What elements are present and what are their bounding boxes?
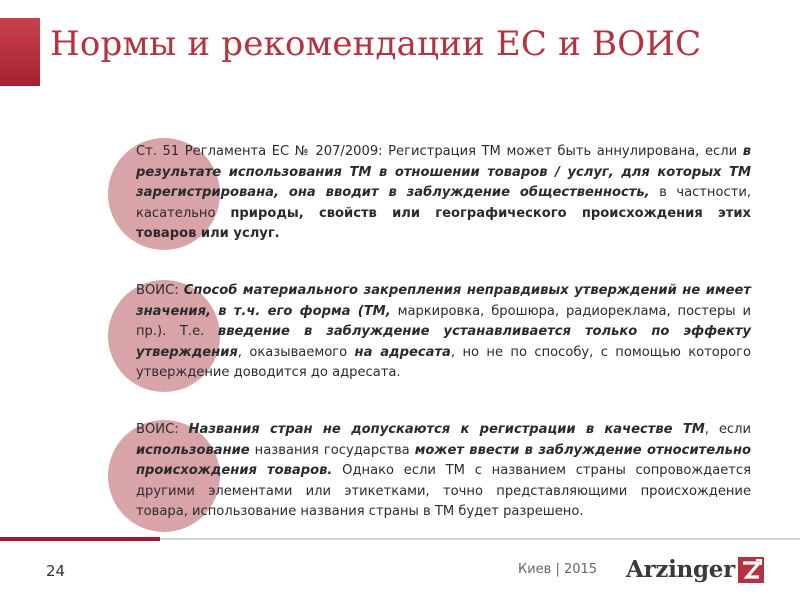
text-run: , но не по способу, с помощью которого утверждение доводится до адресата. [136, 344, 751, 380]
footer-accent-bar [0, 537, 160, 541]
text-run: ВОИС: [136, 283, 184, 298]
logo-mark-icon [738, 557, 764, 583]
text-run: Ст. 51 Регламента ЕС № 207/2009: Регистрация ТМ может быть аннулирована, если [136, 144, 743, 159]
text-run: , если [704, 422, 751, 437]
text-run: на адресата [354, 344, 451, 360]
paragraph-eu-regulation [136, 142, 751, 245]
text-run: маркировка, брошюра, радиореклама, постеры и пр.). Т.е. [136, 303, 751, 339]
text-run: Однако если ТМ с названием страны сопровождается другими элементами или этикетками, точно представляющими происхождение товара, использование названия страны в ТМ будет разрешено. [136, 463, 751, 519]
text-run: в результате использования ТМ в отношении товаров / услуг, для которых ТМ зарегистрирована, она вводит в заблуждение общественность, [136, 144, 751, 200]
text-run: названия государства [249, 442, 415, 458]
text-run: природы, свойств или географического происхождения этих товаров или услуг. [136, 205, 751, 241]
title-accent-bar [0, 18, 40, 86]
text-run: Названия стран не допускаются к регистрации в качестве ТМ [188, 422, 705, 437]
paragraph-wipo-country-names [136, 420, 751, 523]
page-number: 24 [46, 562, 66, 580]
slide-title: Нормы и рекомендации ЕС и ВОИС [50, 24, 702, 64]
text-run: Способ материального закрепления неправдивых утверждений не имеет значения, в т.ч. его форма (ТМ, [136, 283, 751, 319]
logo-text: Arzinger [626, 556, 735, 583]
text-run: введение в заблуждение устанавливается только по эффекту утверждения [136, 324, 752, 360]
arzinger-logo [626, 556, 764, 583]
footer-place-year: Киев | 2015 [518, 562, 598, 577]
paragraph-wipo-method [136, 281, 751, 384]
text-run: , оказываемого [237, 344, 355, 360]
text-run: может ввести в заблуждение относительно происхождения товаров. [136, 442, 751, 478]
text-run: в частности, касательно [136, 185, 751, 221]
text-run: использование [136, 442, 250, 458]
text-run: ВОИС: [136, 422, 189, 437]
